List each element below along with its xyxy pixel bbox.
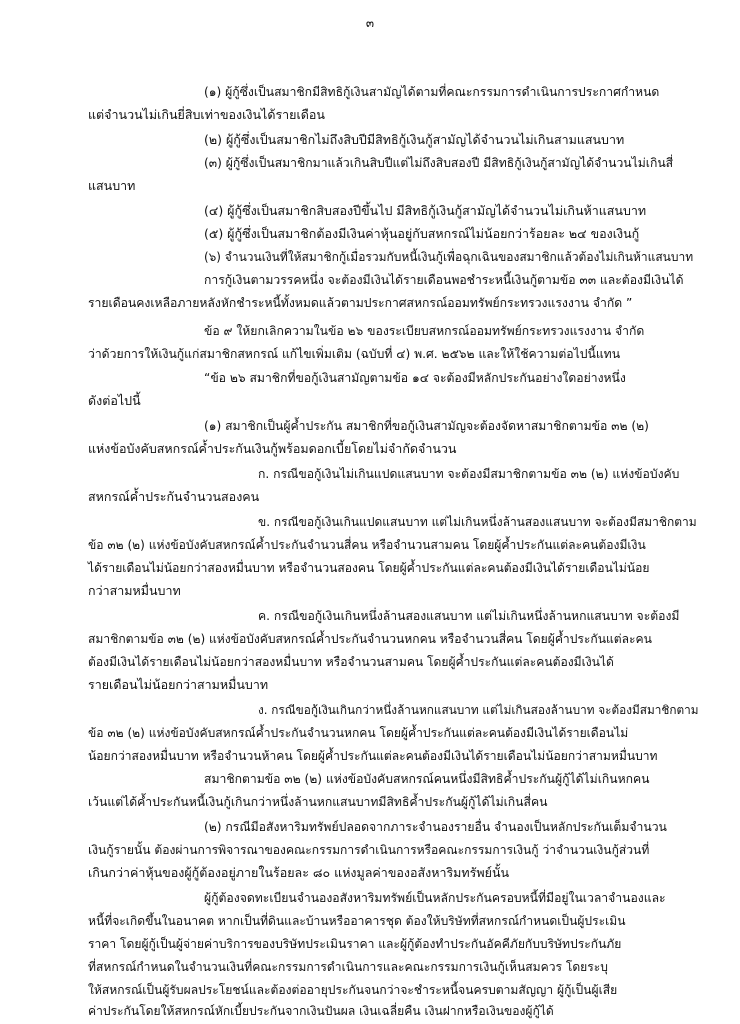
- text-line: เว้นแต่ได้ค้ำประกันหนี้เงินกู้เกินกว่าหนึ่งล้านหกแสนบาทมีสิทธิค้ำประกันผู้กู้ได้ไม่เกินสี่คน: [88, 795, 548, 809]
- text-line: (๑) สมาชิกเป็นผู้ค้ำประกัน สมาชิกที่ขอกู้เงินสามัญจะต้องจัดหาสมาชิกตามข้อ ๓๒ (๒): [204, 419, 649, 433]
- text-line: สหกรณ์ค้ำประกันจำนวนสองคน: [88, 489, 260, 504]
- text-line: ง. กรณีขอกู้เงินเกินกว่าหนึ่งล้านหกแสนบาท แต่ไม่เกินสองล้านบาท จะต้องมีสมาชิกตาม: [258, 703, 699, 717]
- text-line: เกินกว่าค่าหุ้นของผู้กู้ต้องอยู่ภายในร้อยละ ๘๐ แห่งมูลค่าของอสังหาริมทรัพย์นั้น: [88, 865, 510, 880]
- text-line: (๕) ผู้กู้ซึ่งเป็นสมาชิกต้องมีเงินค่าหุ้นอยู่กับสหกรณ์ไม่น้อยกว่าร้อยละ ๒๔ ของเงินกู้: [204, 226, 640, 241]
- text-line: (๒) กรณีมีอสังหาริมทรัพย์ปลอดจากภาระจำนองรายอื่น จำนองเป็นหลักประกันเต็มจำนวน: [204, 820, 667, 834]
- text-line: “ข้อ ๒๖ สมาชิกที่ขอกู้เงินสามัญตามข้อ ๑๔ จะต้องมีหลักประกันอย่างใดอย่างหนึ่ง: [204, 371, 626, 385]
- text-line: ข้อ ๓๒ (๒) แห่งข้อบังคับสหกรณ์ค้ำประกันจำนวนสี่คน หรือจำนวนสามคน โดยผู้ค้ำประกันแต่ละคนต้องมีเงิน: [88, 538, 646, 552]
- text-line: รายเดือนไม่น้อยกว่าสามหมื่นบาท: [88, 677, 269, 692]
- text-line: (๓) ผู้กู้ซึ่งเป็นสมาชิกมาแล้วเกินสิบปีแต่ไม่ถึงสิบสองปี มีสิทธิกู้เงินกู้สามัญได้จำนวนไม่เกินสี่: [204, 156, 674, 170]
- text-line: ให้สหกรณ์เป็นผู้รับผลประโยชน์และต้องต่ออายุประกันจนกว่าจะชำระหนี้จนครบตามสัญญา ผู้กู้เป็นผู้เสีย: [88, 983, 618, 997]
- text-line: (๔) ผู้กู้ซึ่งเป็นสมาชิกสิบสองปีขึ้นไป มีสิทธิกู้เงินกู้สามัญได้จำนวนไม่เกินห้าแสนบาท: [204, 203, 647, 218]
- text-line: ดังต่อไปนี้: [88, 393, 141, 408]
- text-line: ค่าประกันโดยให้สหกรณ์หักเบี้ยประกันจากเงินปันผล เงินเฉลี่ยคืน เงินฝากหรือเงินของผู้กู้ได้: [88, 1004, 554, 1018]
- text-line: ข. กรณีขอกู้เงินเกินแปดแสนบาท แต่ไม่เกินหนึ่งล้านสองแสนบาท จะต้องมีสมาชิกตาม: [258, 515, 697, 529]
- text-line: เงินกู้รายนั้น ต้องผ่านการพิจารณาของคณะกรรมการดำเนินการหรือคณะกรรมการเงินกู้ ว่าจำนวนเงินกู้ส่วนที่: [88, 843, 650, 857]
- text-line: ได้รายเดือนไม่น้อยกว่าสองหมื่นบาท หรือจำนวนสองคน โดยผู้ค้ำประกันแต่ละคนต้องมีเงินได้รายเดือนไม่น้อย: [88, 561, 650, 575]
- text-line: ข้อ ๓๒ (๒) แห่งข้อบังคับสหกรณ์ค้ำประกันจำนวนหกคน โดยผู้ค้ำประกันแต่ละคนต้องมีเงินได้รายเดือนไม่: [88, 726, 629, 740]
- text-line: ที่สหกรณ์กำหนดในจำนวนเงินที่คณะกรรมการดำเนินการและคณะกรรมการเงินกู้เห็นสมควร โดยระบุ: [88, 960, 608, 974]
- text-line: ต้องมีเงินได้รายเดือนไม่น้อยกว่าสองหมื่นบาท หรือจำนวนสามคน โดยผู้ค้ำประกันแต่ละคนต้องมีเงินได้: [88, 655, 614, 669]
- text-line: หนี้ที่จะเกิดขึ้นในอนาคต หากเป็นที่ดินและบ้านหรืออาคารชุด ต้องให้บริษัทที่สหกรณ์กำหนดเป็นผู้ประเมิน: [88, 914, 626, 928]
- text-line: รายเดือนคงเหลือภายหลังหักชำระหนี้ทั้งหมดแล้วตามประกาศสหกรณ์ออมทรัพย์กระทรวงแรงงาน จำกัด ”: [88, 296, 633, 310]
- text-line: กว่าสามหมื่นบาท: [88, 583, 181, 598]
- text-line: ราคา โดยผู้กู้เป็นผู้จ่ายค่าบริการของบริษัทประเมินราคา และผู้กู้ต้องทำประกันอัคคีภัยกับบริษัทประกันภัย: [88, 937, 622, 951]
- text-line: (๒) ผู้กู้ซึ่งเป็นสมาชิกไม่ถึงสิบปีมีสิทธิกู้เงินกู้สามัญได้จำนวนไม่เกินสามแสนบาท: [204, 132, 625, 147]
- text-line: น้อยกว่าสองหมื่นบาท หรือจำนวนห้าคน โดยผู้ค้ำประกันแต่ละคนต้องมีเงินได้รายเดือนไม่น้อยกว่าสามหมื่นบาท: [88, 749, 658, 763]
- text-line: ก. กรณีขอกู้เงินไม่เกินแปดแสนบาท จะต้องมีสมาชิกตามข้อ ๓๒ (๒) แห่งข้อบังคับ: [258, 467, 680, 481]
- text-line: ว่าด้วยการให้เงินกู้แก่สมาชิกสหกรณ์ แก้ไขเพิ่มเติม (ฉบับที่ ๔) พ.ศ. ๒๕๖๒ และให้ใช้ความต่อไปนี้แทน: [88, 347, 621, 361]
- text-line: (๖) จำนวนเงินที่ให้สมาชิกกู้เมื่อรวมกับหนี้เงินกู้เพื่อฉุกเฉินของสมาชิกแล้วต้องไม่เกินห้าแสนบาท: [204, 250, 694, 264]
- text-line: แสนบาท: [88, 178, 136, 193]
- text-line: สมาชิกตามข้อ ๓๒ (๒) แห่งข้อบังคับสหกรณ์คนหนึ่งมีสิทธิค้ำประกันผู้กู้ได้ไม่เกินหกคน: [204, 772, 650, 786]
- text-line: ผู้กู้ต้องจดทะเบียนจำนองอสังหาริมทรัพย์เป็นหลักประกันครอบหนี้ที่มีอยู่ในเวลาจำนองและ: [204, 891, 666, 905]
- text-line: สมาชิกตามข้อ ๓๒ (๒) แห่งข้อบังคับสหกรณ์ค้ำประกันจำนวนหกคน หรือจำนวนสี่คน โดยผู้ค้ำประกันแต่ละคน: [88, 632, 652, 646]
- text-line: ข้อ ๙ ให้ยกเลิกความในข้อ ๒๖ ของระเบียบสหกรณ์ออมทรัพย์กระทรวงแรงงาน จำกัด: [204, 324, 645, 338]
- text-line: แห่งข้อบังคับสหกรณ์ค้ำประกันเงินกู้พร้อมดอกเบี้ยโดยไม่จำกัดจำนวน: [88, 441, 457, 456]
- page-number: ๓: [365, 16, 375, 30]
- text-line: (๑) ผู้กู้ซึ่งเป็นสมาชิกมีสิทธิกู้เงินสามัญได้ตามที่คณะกรรมการดำเนินการประกาศกำหนด: [204, 85, 660, 99]
- text-line: แต่จำนวนไม่เกินยี่สิบเท่าของเงินได้รายเดือน: [88, 107, 325, 122]
- text-line: การกู้เงินตามวรรคหนึ่ง จะต้องมีเงินได้รายเดือนพอชำระหนี้เงินกู้ตามข้อ ๓๓ และต้องมีเงินได้: [204, 273, 684, 287]
- text-line: ค. กรณีขอกู้เงินเกินหนึ่งล้านสองแสนบาท แต่ไม่เกินหนึ่งล้านหกแสนบาท จะต้องมี: [258, 609, 680, 623]
